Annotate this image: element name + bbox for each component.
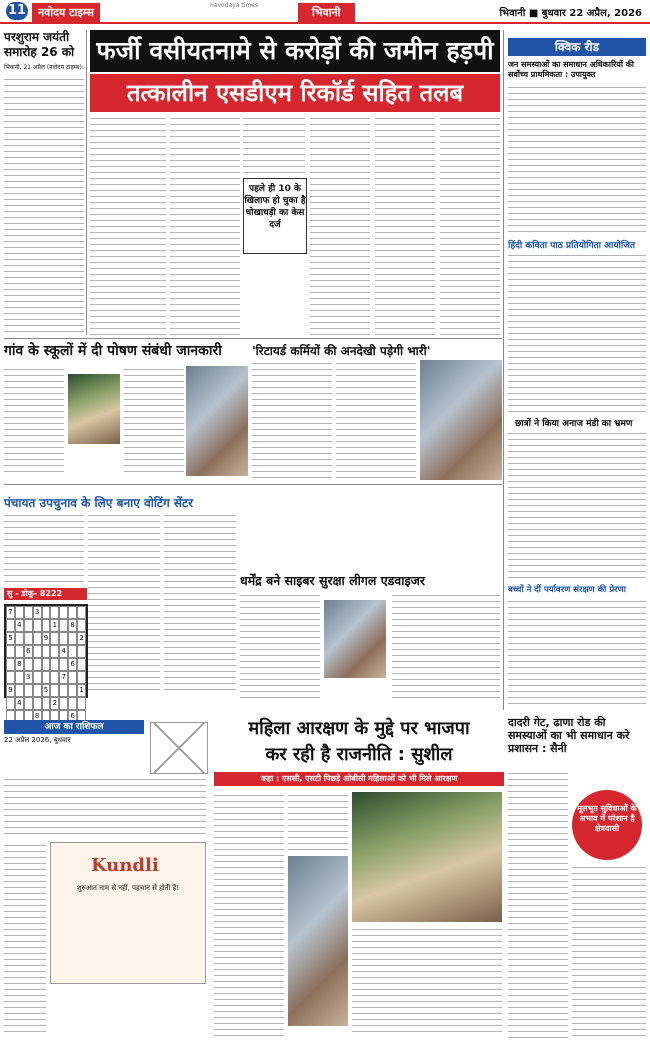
sudoku-cell [42,606,51,619]
sudoku-cell [42,697,51,710]
sudoku-cell [15,632,24,645]
gaon-text-1 [4,366,64,476]
sudoku-cell [6,619,15,632]
sudoku-cell [33,671,42,684]
lead-headline-2: तत्कालीन एसडीएम रिकॉर्ड सहित तलब [90,74,500,112]
sudoku-cell [68,671,77,684]
left-col-dateline: भिवानी, 21 अप्रैल (नवोदय टाइम्स): [4,64,84,71]
left-column [4,30,84,335]
sudoku-cell: 8 [68,619,77,632]
bottom-headline-2: कर रही है राजनीति : सुशील [265,744,453,765]
retired-text-2 [336,360,416,480]
quick-read-item2-title: हिंदी कविता पाठ प्रतियोगिता आयोजित [508,241,636,251]
dharmendra-headline: धर्मेंद्र बने साइबर सुरक्षा लीगल एडवाइजर [240,573,426,588]
retired-photo [420,360,502,480]
sudoku-cell: 6 [24,645,33,658]
sudoku-cell [15,645,24,658]
quick-read-text-4 [508,598,646,708]
panchayat-text-1 [4,512,84,584]
sudoku-cell [24,684,33,697]
dadri-headline: दादरी गेट, ढाणा रोड की समस्याओं का भी समाधान करे प्रशासन : सैनी [508,716,630,755]
lead-text-col-5 [375,115,435,335]
sudoku-cell: 9 [6,684,15,697]
dadri-text-1 [508,770,568,1040]
dharmendra-photo [324,600,386,678]
gaon-text-2 [124,366,184,476]
left-col-text [4,76,84,334]
sudoku-cell [42,619,51,632]
sudoku-cell: 4 [59,645,68,658]
sudoku-cell: 2 [77,632,86,645]
sudoku-cell [24,606,33,619]
sudoku-cell [33,697,42,710]
sudoku-cell [33,632,42,645]
sudoku-cell [68,684,77,697]
panchayat-headline: पंचायत उपचुनाव के लिए बनाए वोटिंग सेंटर [4,496,193,510]
sudoku-cell [59,606,68,619]
sudoku-cell: 9 [42,632,51,645]
sudoku-cell [59,697,68,710]
section-tag: भिवानी [298,3,355,22]
kundli-ad-tagline: शुरुआत नाम से नहीं, पहचान से होती है! [76,884,180,892]
sudoku-cell [77,671,86,684]
left-col-title: परशुराम जयंती समारोह 26 को [4,30,75,59]
quick-read-item3-title: छात्रों ने किया अनाज मंडी का भ्रमण [515,419,633,429]
page-number: 11 [7,3,27,18]
sudoku-cell [68,632,77,645]
divider [86,30,87,335]
sudoku-cell [24,658,33,671]
masthead [0,0,650,22]
sudoku-cell [24,632,33,645]
quick-read-text-3 [508,430,646,580]
sudoku-cell [33,658,42,671]
quick-read-item4-title: बच्चों ने दीं पर्यावरण संरक्षण की प्रेरणा [508,585,627,595]
sudoku-cell: 1 [77,684,86,697]
retired-headline: 'रिटायर्ड कर्मियों की अनदेखी पड़ेगी भारी' [252,344,431,358]
rashifal-text [4,776,206,836]
bottom-photo-1 [288,856,348,1026]
lead-inset-box: पहले ही 10 के खिलाफ हो चुका है धोखाधड़ी का केस दर्ज [243,178,307,254]
bottom-photo-2 [352,792,502,922]
masthead-rule [0,22,650,24]
dadri-tag: मूलभूत सुविधाओं के अभाव में परेशान है क्षेत्रवासी [572,790,642,860]
sudoku-cell [77,619,86,632]
date-line: भिवानी ■ बुधवार 22 अप्रैल, 2026 [499,8,642,19]
panchayat-text-2 [88,512,160,690]
lead-text-col-3 [243,115,305,175]
sudoku-grid [4,604,88,720]
sudoku-cell: 8 [33,710,42,723]
quick-read-text-2 [508,252,646,412]
dharmendra-text-2 [392,592,500,702]
sudoku-cell [6,658,15,671]
lead-text-col-1 [90,115,166,335]
sudoku-cell [42,645,51,658]
dharmendra-text-1 [240,592,320,702]
sudoku-cell [68,606,77,619]
sudoku-cell: 3 [24,671,33,684]
sudoku-cell: 6 [68,710,77,723]
rashifal-date: 22 अप्रैल 2026, बुधवार [4,736,71,744]
bottom-text-1 [214,792,284,1037]
bottom-text-2 [288,792,348,852]
sudoku-cell [77,658,86,671]
sudoku-cell [77,606,86,619]
kundli-ad [50,842,206,984]
bottom-headline-1: महिला आरक्षण के मुद्दे पर भाजपा [248,718,470,739]
section-rule [4,484,502,485]
paper-sub: navodaya times [210,2,259,9]
quick-read-text-1 [508,84,646,234]
lead-text-col-2 [170,115,240,335]
sudoku-cell: 3 [33,606,42,619]
sudoku-cell [24,697,33,710]
sudoku-cell [24,619,33,632]
sudoku-cell [33,684,42,697]
sudoku-cell [50,645,59,658]
sudoku-cell [6,671,15,684]
sudoku-cell: 7 [59,671,68,684]
sudoku-cell [50,606,59,619]
sudoku-cell [6,697,15,710]
sudoku-cell: 2 [50,697,59,710]
sudoku-cell [50,658,59,671]
sudoku-cell [59,658,68,671]
retired-text-1 [252,360,332,480]
sudoku-cell: 5 [6,632,15,645]
sudoku-cell: 5 [42,684,51,697]
sudoku-cell: 7 [6,606,15,619]
quick-read-item1-title: जन समस्याओं का समाधान अधिकारियों की सर्वोच्च प्राथमिकता : उपायुक्त [508,60,634,79]
sudoku-cell: 8 [15,658,24,671]
bottom-subhead: कहा : एससी, एसटी पिछड़े ओबीसी महिलाओं को भी मिले आरक्षण [214,772,504,786]
sudoku-cell [59,632,68,645]
lead-text-col-6 [440,115,500,335]
sudoku-cell [77,645,86,658]
lead-text-col-4 [310,115,370,335]
sudoku-cell: 6 [68,658,77,671]
panchayat-text-3 [164,512,236,690]
gaon-headline: गांव के स्कूलों में दी पोषण संबंधी जानकारी [4,343,222,359]
gaon-photo [68,374,120,444]
sudoku-cell: 1 [50,619,59,632]
sudoku-cell [42,658,51,671]
paper-name: नवोदय टाइम्स [32,3,100,22]
lead-headline-1: फर्जी वसीयतनामे से करोड़ों की जमीन हड़पी [90,30,500,72]
sudoku-cell [15,684,24,697]
kundli-ad-brand: Kundli [91,855,159,876]
sudoku-cell [68,645,77,658]
sudoku-cell [33,619,42,632]
sudoku-label: सु - डोकू- 8222 [4,588,87,600]
sudoku-cell: 4 [15,697,24,710]
rashifal-title: आज का राशिफल [4,720,144,734]
sudoku-cell [33,645,42,658]
sudoku-cell [15,606,24,619]
sudoku-cell: 4 [15,619,24,632]
gaon-photo-2 [186,366,248,476]
sudoku-cell [68,697,77,710]
sudoku-cell [15,671,24,684]
sudoku-cell [77,697,86,710]
sudoku-cell [59,619,68,632]
rashifal-text-2 [4,842,46,1037]
section-rule [4,338,502,339]
sudoku-cell [50,684,59,697]
kundli-chart [150,722,208,774]
sudoku-cell [50,632,59,645]
sudoku-cell [59,684,68,697]
divider [503,30,504,710]
sudoku-cell [42,671,51,684]
sudoku-cell [50,671,59,684]
dadri-text-2 [572,864,646,1040]
sudoku-cell [6,645,15,658]
quick-read-banner: क्विक रीड [508,38,646,56]
bottom-text-3 [352,926,502,1036]
